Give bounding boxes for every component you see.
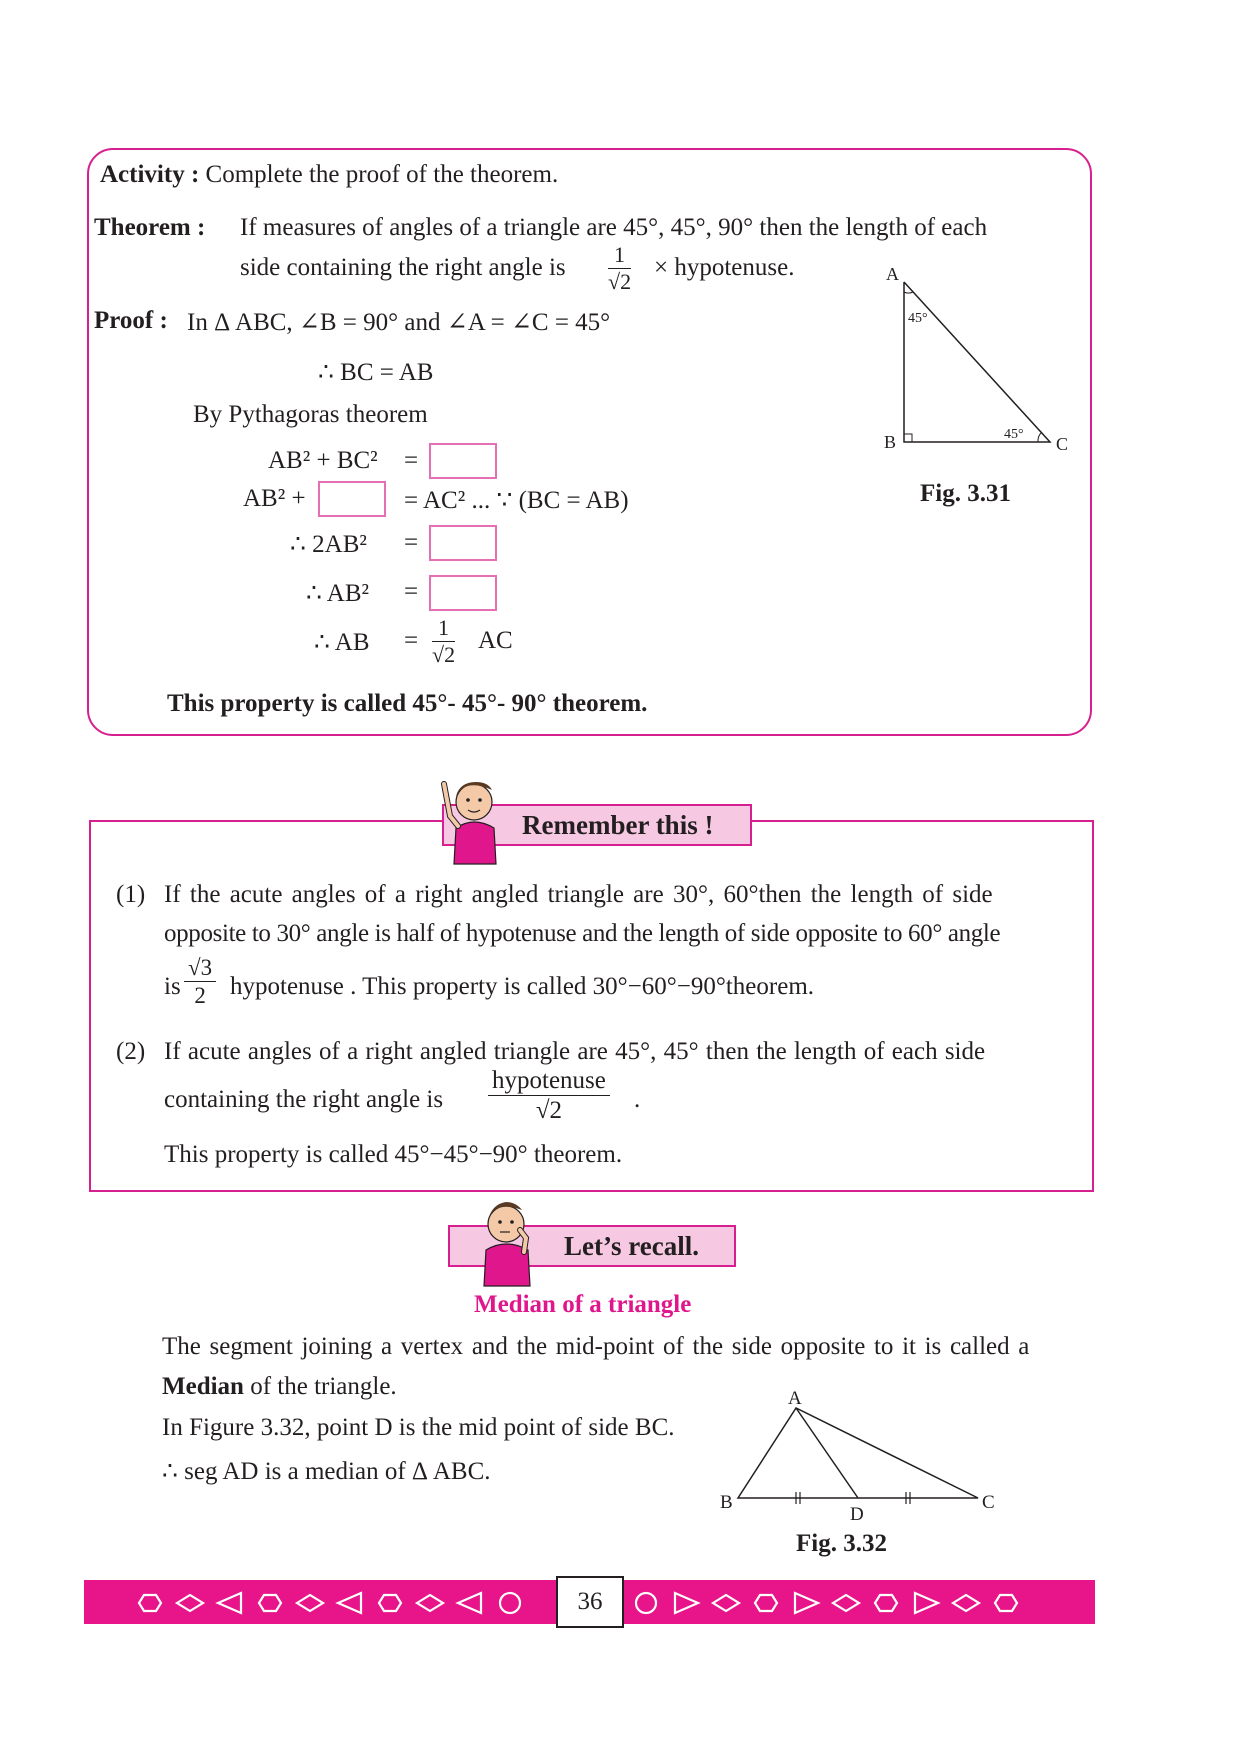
recall-line-1: The segment joining a vertex and the mid-point of the side opposite to it is called a: [162, 1333, 1030, 1360]
footer-circle-icon: [500, 1593, 520, 1613]
proof-label: Proof :: [94, 307, 168, 334]
remember-item-1-line-2: opposite to 30° angle is half of hypotenuse and the length of side opposite to 60° angle: [164, 920, 1001, 947]
equation-5-left: ∴ AB: [314, 629, 370, 656]
fig331-label-c: C: [1056, 434, 1069, 454]
remember-item-1-fraction-denominator: 2: [194, 983, 206, 1008]
footer-diamond-icon: [417, 1595, 443, 1611]
footer-diamond-icon: [713, 1595, 739, 1611]
footer-hexagon-icon: [379, 1595, 401, 1611]
remember-item-1-line-1: If the acute angles of a right angled triangle are 30°, 60°then the length of side: [164, 881, 993, 908]
footer-triangle-icon: [675, 1593, 698, 1613]
activity-conclusion: This property is called 45°- 45°- 90° theorem.: [167, 690, 648, 717]
equation-5-fraction-numerator: 1: [432, 617, 455, 642]
footer-hexagon-icon: [995, 1595, 1017, 1611]
equation-3-sign: =: [404, 529, 419, 556]
remember-title: Remember this !: [522, 810, 714, 840]
remember-item-2-line-3: This property is called 45°−45°−90° theorem.: [164, 1141, 623, 1168]
footer-diamond-icon: [833, 1595, 859, 1611]
remember-item-1-fraction: [184, 956, 216, 1007]
footer-triangle-icon: [458, 1593, 481, 1613]
remember-item-1-number: (1): [116, 881, 146, 908]
pythagoras-label: By Pythagoras theorem: [193, 401, 428, 428]
equation-1-left: AB² + BC²: [268, 447, 378, 474]
remember-item-1-fraction-numerator: √3: [184, 956, 216, 982]
remember-item-2-line-2-post: .: [634, 1086, 641, 1113]
fig332-triangle: [738, 1408, 978, 1498]
answer-blank-4[interactable]: [429, 575, 497, 611]
page-number: 36: [556, 1576, 624, 1628]
footer-hexagon-icon: [755, 1595, 777, 1611]
fig332-label-c: C: [982, 1492, 995, 1513]
footer-triangle-icon: [218, 1593, 241, 1613]
figure-3-31: [880, 262, 1080, 462]
proof-step-1: ∴ BC = AB: [318, 359, 434, 386]
answer-blank-2[interactable]: [318, 481, 386, 517]
fig331-label-b: B: [884, 432, 897, 452]
remember-item-2-line-2-pre: containing the right angle is: [164, 1086, 444, 1113]
remember-item-2-line-1: If acute angles of a right angled triangle are 45°, 45° then the length of each side: [164, 1038, 986, 1065]
footer-diamond-icon: [297, 1595, 323, 1611]
recall-line-2-rest: of the triangle.: [243, 1373, 397, 1400]
fig331-label-a: A: [886, 264, 899, 284]
footer-left-shapes: [134, 1588, 554, 1618]
equation-4-sign: =: [404, 578, 419, 605]
fig332-label-d: D: [850, 1504, 864, 1525]
footer-hexagon-icon: [259, 1595, 281, 1611]
recall-title: Let’s recall.: [564, 1231, 699, 1261]
fig332-caption: Fig. 3.32: [796, 1530, 887, 1557]
recall-line-2: [162, 1373, 397, 1401]
theorem-line-2-pre: side containing the right angle is: [240, 254, 566, 281]
answer-blank-1[interactable]: [429, 443, 497, 479]
footer-hexagon-icon: [139, 1595, 161, 1611]
fig331-caption: Fig. 3.31: [920, 480, 1011, 507]
footer-triangle-icon: [795, 1593, 818, 1613]
footer-diamond-icon: [177, 1595, 203, 1611]
remember-item-1-line-3-post: hypotenuse . This property is called 30°−60°−90°theorem.: [230, 973, 815, 1000]
proof-line: In Δ ABC, ∠B = 90° and ∠A = ∠C = 45°: [187, 309, 611, 336]
figure-3-32: [716, 1386, 1006, 1526]
fig331-angle-a: 45°: [908, 311, 928, 326]
remember-item-1-line-3-pre: is: [164, 973, 181, 1000]
recall-line-4: ∴ seg AD is a median of Δ ABC.: [162, 1458, 491, 1485]
equation-4-left: ∴ AB²: [306, 580, 370, 607]
theorem-fraction: [608, 244, 631, 293]
fig331-right-angle-mark: [904, 434, 912, 442]
boy-pointing-icon: [436, 776, 516, 866]
footer-right-shapes: [630, 1588, 1050, 1618]
equation-5-sign: =: [404, 627, 419, 654]
fig331-angle-a-arc: [904, 292, 913, 293]
equation-3-left: ∴ 2AB²: [290, 531, 367, 558]
footer-triangle-icon: [915, 1593, 938, 1613]
remember-item-2-fraction: [488, 1068, 610, 1123]
footer-diamond-icon: [953, 1595, 979, 1611]
equation-2-right: = AC² ... ∵ (BC = AB): [404, 487, 629, 514]
recall-line-3: In Figure 3.32, point D is the mid point of side BC.: [162, 1414, 675, 1441]
fig332-label-a: A: [788, 1388, 802, 1409]
recall-subtitle: Median of a triangle: [474, 1291, 692, 1318]
activity-text: Complete the proof of the theorem.: [205, 161, 559, 188]
theorem-label: Theorem :: [94, 214, 206, 241]
footer-triangle-icon: [338, 1593, 361, 1613]
boy-thinking-icon: [472, 1198, 542, 1288]
equation-5-fraction: [432, 617, 455, 666]
equation-5-fraction-denominator: √2: [432, 642, 456, 667]
fig331-angle-c: 45°: [1004, 427, 1024, 442]
remember-item-2-number: (2): [116, 1038, 146, 1065]
fig332-median: [796, 1408, 858, 1498]
footer-circle-icon: [636, 1593, 656, 1613]
equation-1-sign: =: [404, 447, 419, 474]
activity-label: Activity :: [100, 161, 200, 188]
activity-line: [100, 161, 558, 189]
remember-box: [89, 820, 1094, 1192]
theorem-line-2-post: × hypotenuse.: [654, 254, 795, 281]
remember-item-2-fraction-denominator: √2: [535, 1097, 563, 1124]
theorem-line-1: If measures of angles of a triangle are 45°, 45°, 90° then the length of each: [240, 214, 988, 241]
theorem-fraction-denominator: √2: [608, 269, 632, 294]
footer-hexagon-icon: [875, 1595, 897, 1611]
equation-5-right: AC: [478, 627, 513, 654]
recall-median-term: Median: [162, 1373, 244, 1400]
remember-item-2-fraction-numerator: hypotenuse: [488, 1068, 610, 1096]
fig331-triangle: [904, 282, 1050, 442]
fig332-label-b: B: [720, 1492, 733, 1513]
theorem-fraction-numerator: 1: [608, 244, 631, 269]
equation-2-left: AB² +: [243, 485, 306, 512]
answer-blank-3[interactable]: [429, 525, 497, 561]
